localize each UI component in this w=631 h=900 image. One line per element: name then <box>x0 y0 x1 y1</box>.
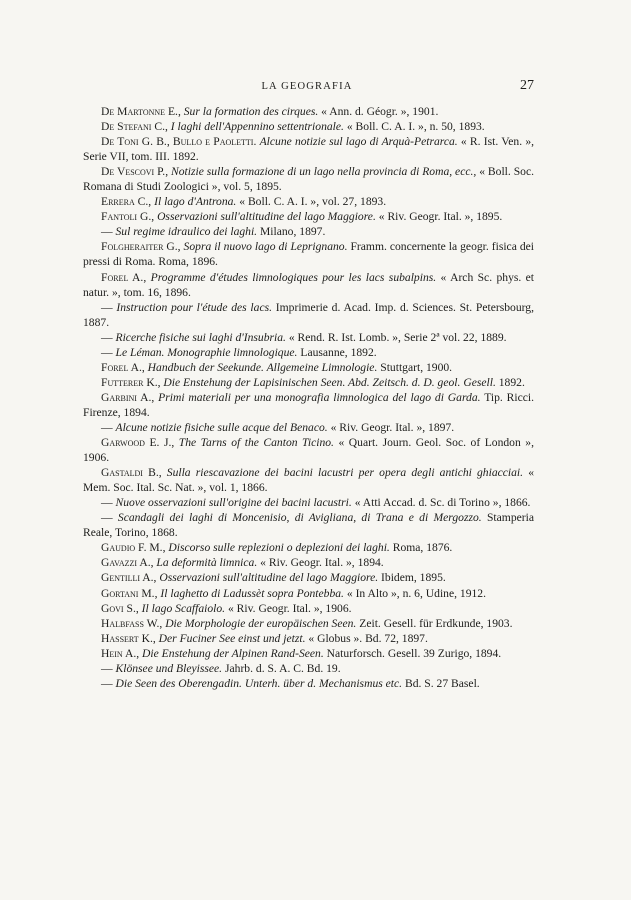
reference-details: « Arch Sc. phys. et natur. », tom. 16, 1896. <box>83 270 535 299</box>
reference-author: Garwood E. J., <box>101 436 175 450</box>
reference-details: « Riv. Geogr. Ital. », 1895. <box>378 210 503 224</box>
reference-details: Imprimerie d. Acad. Imp. d. Sciences. St. Petersbourg, 1887. <box>83 300 535 329</box>
reference-details: Bd. S. 27 Basel. <box>404 676 480 690</box>
reference-author: Garbini A., <box>101 390 155 404</box>
reference-details: « R. Ist. Ven. », Serie VII, tom. III. 1892. <box>83 135 535 164</box>
reference-details: Tip. Ricci. Firenze, 1894. <box>83 390 534 419</box>
reference-title: Il lago Scaffaiolo. <box>141 601 226 615</box>
reference-details: « In Alto », n. 6, Udine, 1912. <box>346 586 486 600</box>
reference-title: Primi materiali per una monografia limnologica del lago di Garda. <box>158 390 481 404</box>
reference-author: Govi S., <box>101 601 139 615</box>
reference-title: Die Enstehung der Alpinen Rand-Seen. <box>142 646 324 660</box>
reference-title: Nuove osservazioni sull'origine dei bacini lacustri. <box>115 496 352 510</box>
reference-title: I laghi dell'Appennino settentrionale. <box>170 120 344 134</box>
reference-author: — <box>101 330 113 344</box>
reference-title: Osservazioni sull'altitudine del lago Maggiore. <box>159 571 379 585</box>
reference-entry <box>83 270 534 300</box>
reference-author: Gortani M., <box>101 586 158 600</box>
reference-title: Ricerche fisiche sui laghi d'Insubria. <box>115 330 286 344</box>
running-title: LA GEOGRAFIA <box>261 81 353 92</box>
reference-entry <box>83 390 534 420</box>
reference-details: « Boll. C. A. I. », vol. 27, 1893. <box>239 195 387 209</box>
reference-author: Hein A., <box>101 646 140 660</box>
reference-details: « Mem. Soc. Ital. Sc. Nat. », vol. 1, 1866. <box>83 466 534 495</box>
reference-entry <box>83 570 534 585</box>
reference-author: De Martonne E., <box>101 105 181 118</box>
reference-entry <box>83 676 534 691</box>
reference-details: Roma, 1876. <box>392 541 453 555</box>
reference-author: Halbfass W., <box>101 616 163 630</box>
reference-details: « Boll. C. A. I. », n. 50, 1893. <box>346 120 485 134</box>
reference-details: « Atti Accad. d. Sc. di Torino », 1866. <box>354 496 531 510</box>
reference-details: Stuttgart, 1900. <box>380 360 453 374</box>
reference-author: — <box>101 676 113 690</box>
reference-entry <box>83 104 534 119</box>
reference-entry <box>83 209 534 224</box>
reference-author: Errera C., <box>101 195 152 209</box>
reference-details: Milano, 1897. <box>259 225 326 239</box>
reference-author: De Stefani C., <box>101 120 168 134</box>
reference-details: Naturforsch. Gesell. 39 Zurigo, 1894. <box>326 646 502 660</box>
reference-entry <box>83 345 534 360</box>
reference-title: Handbuch der Seekunde. Allgemeine Limnologie. <box>147 360 378 374</box>
reference-author: Gastaldi B., <box>101 466 162 480</box>
reference-author: Gaudio F. M., <box>101 541 166 555</box>
reference-title: The Tarns of the Canton Ticino. <box>178 436 334 450</box>
reference-title: Sur la formation des cirques. <box>183 105 319 118</box>
reference-entry <box>83 300 534 330</box>
reference-entry <box>83 164 534 194</box>
reference-title: La deformità limnica. <box>156 556 258 570</box>
reference-entry <box>83 616 534 631</box>
reference-details: « Globus ». Bd. 72, 1897. <box>308 631 428 645</box>
reference-title: Instruction pour l'étude des lacs. <box>116 300 273 314</box>
reference-entry <box>83 540 534 555</box>
reference-details: « Riv. Geogr. Ital. », 1897. <box>330 420 455 434</box>
reference-author: — <box>101 345 113 359</box>
reference-author: Fantoli G., <box>101 210 155 224</box>
reference-author: De Toni G. B., Bullo e Paoletti. <box>101 135 257 149</box>
reference-details: 1892. <box>498 375 525 389</box>
reference-entry <box>83 330 534 345</box>
reference-entry <box>83 631 534 646</box>
reference-title: Sul regime idraulico dei laghi. <box>115 225 258 239</box>
reference-title: Il laghetto di Ladussèt sopra Pontebba. <box>160 586 344 600</box>
reference-title: Le Léman. Monographie limnologique. <box>115 345 298 359</box>
reference-title: Klönsee und Bleyissee. <box>115 661 223 675</box>
reference-author: Gavazzi A., <box>101 556 154 570</box>
reference-entry <box>83 360 534 375</box>
reference-title: Il lago d'Antrona. <box>154 195 237 209</box>
reference-title: Alcune notizie sul lago di Arquà-Petrarca. <box>259 135 458 149</box>
reference-entry <box>83 601 534 616</box>
reference-author: — <box>101 496 113 510</box>
reference-entry <box>83 586 534 601</box>
reference-author: De Vescovi P., <box>101 165 169 179</box>
reference-entry <box>83 435 534 465</box>
reference-entry <box>83 465 534 495</box>
reference-details: Stamperia Reale, Torino, 1868. <box>83 511 534 540</box>
page-number: 27 <box>520 78 534 93</box>
reference-entry <box>83 194 534 209</box>
reference-author: Forel A., <box>101 360 145 374</box>
reference-title: Die Enstehung der Lapisinischen Seen. Abd. Zeitsch. d. D. geol. Gesell. <box>163 375 496 389</box>
reference-details: Framm. concernente la geogr. fisica dei pressi di Roma. Roma, 1896. <box>83 240 534 269</box>
reference-entry <box>83 555 534 570</box>
reference-title: Programme d'études limnologiques pour les lacs subalpins. <box>150 270 437 284</box>
reference-title: Osservazioni sull'altitudine del lago Maggiore. <box>157 210 376 224</box>
reference-details: Ibidem, 1895. <box>381 571 446 585</box>
reference-details: « Ann. d. Géogr. », 1901. <box>321 105 439 118</box>
reference-details: Lausanne, 1892. <box>300 345 377 359</box>
reference-title: Discorso sulle replezioni o deplezioni dei laghi. <box>168 541 390 555</box>
reference-details: Jahrb. d. S. A. C. Bd. 19. <box>224 661 341 675</box>
reference-details: « Boll. Soc. Romana di Studi Zoologici », vol. 5, 1895. <box>83 165 534 194</box>
bibliography-list <box>83 104 534 691</box>
running-header <box>80 78 534 97</box>
reference-author: Hassert K., <box>101 631 156 645</box>
reference-author: — <box>101 511 113 525</box>
reference-title: Die Morphologie der europäischen Seen. <box>165 616 357 630</box>
reference-author: — <box>101 225 113 239</box>
reference-entry <box>83 661 534 676</box>
reference-title: Sopra il nuovo lago di Leprignano. <box>183 240 348 254</box>
reference-author: Gentilli A., <box>101 571 157 585</box>
reference-details: « Riv. Geogr. Ital. », 1894. <box>260 556 384 570</box>
reference-details: « Quart. Journ. Geol. Soc. of London », 1906. <box>83 436 534 465</box>
reference-entry <box>83 375 534 390</box>
reference-author: — <box>101 420 113 434</box>
reference-entry <box>83 510 534 540</box>
reference-details: Zeit. Gesell. für Erdkunde, 1903. <box>359 616 513 630</box>
reference-entry <box>83 134 534 164</box>
reference-details: « Rend. R. Ist. Lomb. », Serie 2ª vol. 22, 1889. <box>288 330 507 344</box>
reference-author: — <box>101 300 113 314</box>
reference-entry <box>83 420 534 435</box>
reference-entry <box>83 239 534 269</box>
reference-title: Alcune notizie fisiche sulle acque del Benaco. <box>115 420 328 434</box>
reference-author: Folgheraiter G., <box>101 240 181 254</box>
reference-title: Sulla riescavazione dei bacini lacustri per opera degli antichi ghiacciai. <box>166 466 524 480</box>
reference-title: Scandagli dei laghi di Moncenisio, di Avigliana, di Trana e di Mergozzo. <box>117 511 482 525</box>
reference-entry <box>83 224 534 239</box>
reference-entry <box>83 119 534 134</box>
reference-title: Notizie sulla formazione di un lago nella provincia di Roma, ecc., <box>171 165 477 179</box>
reference-entry <box>83 646 534 661</box>
reference-title: Die Seen des Oberengadin. Unterh. über d. Mechanismus etc. <box>115 676 403 690</box>
reference-details: « Riv. Geogr. Ital. », 1906. <box>227 601 352 615</box>
reference-author: Futterer K., <box>101 375 161 389</box>
reference-title: Der Fuciner See einst und jetzt. <box>158 631 306 645</box>
reference-entry <box>83 495 534 510</box>
reference-author: — <box>101 661 113 675</box>
reference-author: Forel A., <box>101 270 147 284</box>
